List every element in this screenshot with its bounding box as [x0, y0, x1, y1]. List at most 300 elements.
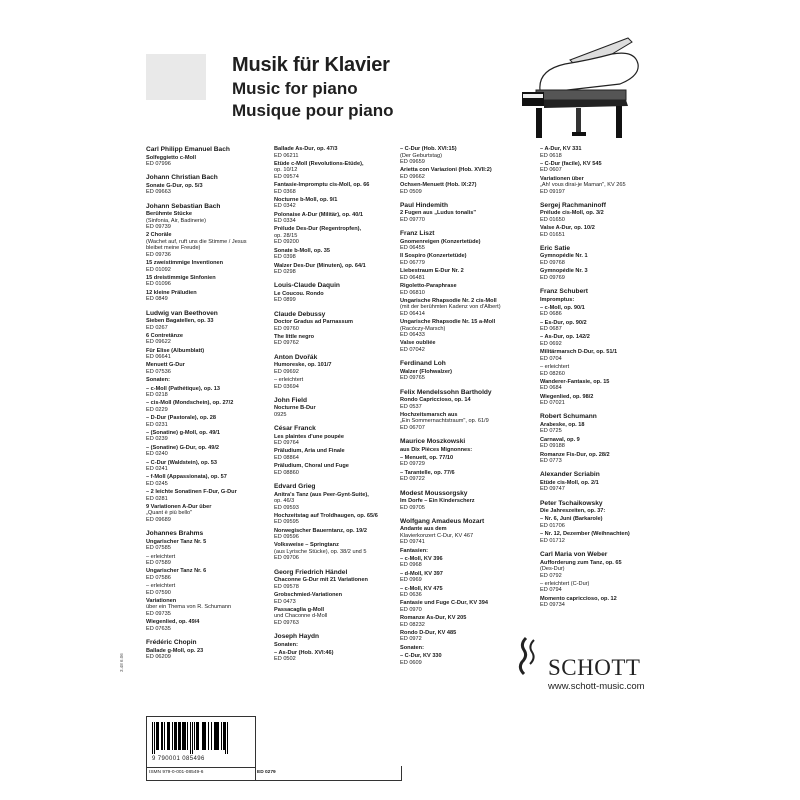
work-title: – erleichtert: [540, 364, 570, 371]
catalog-entry: [400, 369, 508, 382]
work-title: Etüde c-Moll (Revolutions-Etüde),: [274, 160, 364, 167]
catalog-entry: [540, 320, 660, 333]
work-title: – C-Dur, KV 330: [400, 653, 442, 660]
edition-number: ED 09662: [400, 173, 425, 180]
work-title: Gymnopédie Nr. 3: [540, 268, 588, 275]
composer-name: Johann Sebastian Bach: [146, 202, 221, 210]
catalog-entry: [400, 340, 508, 353]
edition-number: ED 0970: [400, 606, 422, 613]
edition-number: ED 0972: [400, 636, 422, 643]
ismn-row: [146, 766, 402, 781]
edition-number: ED 06779: [400, 259, 425, 266]
work-subtitle: (Racóczy-Marsch): [400, 325, 446, 332]
work-title: Ungarische Rhapsodie Nr. 15 a-Moll: [400, 319, 496, 326]
barcode-bar: [194, 722, 195, 750]
edition-number: ED 09765: [400, 375, 425, 382]
work-title: – Tarantelle, op. 77/6: [400, 469, 455, 476]
edition-number: ED 0334: [274, 218, 296, 225]
work-title: aus Dix Pièces Mignonnes:: [400, 446, 473, 453]
edition-number: ED 09197: [540, 188, 565, 195]
edition-number: ED 0636: [400, 592, 422, 599]
edition-number: ED 07586: [146, 574, 171, 581]
work-title: Präludium, Choral und Fuge: [274, 463, 349, 470]
work-title: Chaconne G-Dur mit 21 Variationen: [274, 577, 368, 584]
catalog-entry: [146, 445, 264, 458]
work-title: 2 Choräle: [146, 232, 172, 239]
work-title: Nocturne b-Moll, op. 9/1: [274, 196, 338, 203]
barcode-bar: [167, 722, 169, 750]
composer-name: Robert Schumann: [540, 413, 597, 421]
work-title: Rondo D-Dur, KV 485: [400, 629, 457, 636]
edition-number: ED 0229: [146, 406, 168, 413]
side-code: 3.48 6.06: [119, 653, 124, 672]
work-subtitle: (aus Lyrische Stücke), op. 38/2 und 5: [274, 548, 367, 555]
catalog-column-4: [540, 146, 660, 615]
composer-name: Carl Maria von Weber: [540, 551, 608, 559]
catalog-entry: [400, 283, 508, 296]
catalog-entry: [274, 226, 386, 246]
work-title: Gnomenreigen (Konzertetüde): [400, 238, 481, 245]
catalog-entry: [540, 394, 660, 407]
work-title: Valse A-Dur, op. 10/2: [540, 225, 595, 232]
barcode-bar: [184, 722, 186, 750]
catalog-entry: [274, 291, 386, 304]
catalog-entry: [146, 583, 264, 596]
work-subtitle: „Ein Sommernachtstraum", op. 61/9: [400, 418, 489, 425]
work-title: Menuett G-Dur: [146, 362, 185, 369]
work-title: – 2 leichte Sonatinen F-Dur, G-Dur: [146, 489, 237, 496]
edition-number: ED 0773: [540, 458, 562, 465]
edition-number: ED 0686: [540, 311, 562, 318]
edition-number: ED 0725: [540, 428, 562, 435]
work-title: – C-Dur (facile), KV 545: [540, 160, 602, 167]
edition-number: 0925: [274, 411, 287, 418]
work-subtitle: (Sinfonia, Air, Badinerie): [146, 217, 207, 224]
edition-number: ED 01651: [540, 231, 565, 238]
edition-number: ED 09763: [274, 619, 299, 626]
composer-name: Peter Tschaikowsky: [540, 499, 603, 507]
composer-name: Anton Dvořák: [274, 353, 318, 361]
edition-number: ED 0231: [146, 421, 168, 428]
work-title: – As-Dur (Hob. XVI:46): [274, 649, 334, 656]
catalog-entry: [274, 161, 386, 181]
work-subtitle: op. 10/12: [274, 167, 298, 174]
composer-name: Paul Hindemith: [400, 201, 448, 209]
work-title: Im Dorfe – Ein Kinderscherz: [400, 498, 475, 505]
catalog-entry: [274, 592, 386, 605]
composer-name: César Franck: [274, 425, 316, 433]
edition-number: ED 0281: [146, 495, 168, 502]
catalog-entry: [540, 210, 660, 223]
catalog-entry: [146, 275, 264, 288]
catalog-entry: [146, 260, 264, 273]
catalog-entry: [540, 305, 660, 318]
work-title: – c-Moll, KV 396: [400, 555, 443, 562]
barcode-bar: [211, 722, 212, 750]
catalog-entry: [274, 607, 386, 627]
work-title: Für Elise (Albumblatt): [146, 347, 205, 354]
edition-number: ED 09762: [274, 340, 299, 347]
barcode-bar: [204, 722, 206, 750]
work-title: Ochsen-Menuett (Hob. IX:27): [400, 182, 477, 189]
catalog-entry: [540, 437, 660, 450]
catalog-entry: [146, 489, 264, 502]
barcode-bar: [172, 722, 173, 750]
group-spacer: [400, 668, 508, 673]
catalog-entry: [146, 648, 264, 661]
catalog-entry: [540, 253, 660, 266]
edition-number: ED 0279: [257, 770, 276, 775]
edition-number: ED 0473: [274, 598, 296, 605]
work-subtitle: (Der Geburtstag): [400, 152, 442, 159]
edition-number: ED 0239: [146, 436, 168, 443]
catalog-entry: [274, 528, 386, 541]
work-title: Militärmarsch D-Dur, op. 51/1: [540, 349, 618, 356]
work-title: – cis-Moll (Mondschein), op. 27/2: [146, 400, 234, 407]
edition-number: ED 09735: [146, 610, 171, 617]
catalog-entry: [540, 508, 660, 515]
barcode-bar: [154, 722, 155, 754]
edition-number: ED 01096: [146, 281, 171, 288]
catalog-entry: [274, 362, 386, 375]
barcode-bar: [192, 722, 193, 754]
catalog-entry: [400, 615, 508, 628]
work-title: Etüde cis-Moll, op. 2/1: [540, 479, 599, 486]
edition-number: ED 07021: [540, 400, 565, 407]
work-title: Gymnopédie Nr. 1: [540, 253, 588, 260]
work-subtitle: „Ah! vous dirai-je Maman", KV 265: [540, 182, 626, 189]
work-title: Sonaten:: [146, 377, 170, 384]
edition-number: ED 09764: [274, 440, 299, 447]
catalog-entry: [400, 586, 508, 599]
catalog-entry: [540, 422, 660, 435]
divider: [255, 766, 256, 780]
work-title: Prélude cis-Moll, op. 3/2: [540, 210, 604, 217]
barcode-bar: [182, 722, 184, 750]
edition-number: ED 0245: [146, 480, 168, 487]
work-title: Ungarischer Tanz Nr. 6: [146, 568, 207, 575]
barcode-bar: [225, 722, 226, 754]
catalog-entry: [146, 474, 264, 487]
catalog-entry: [274, 319, 386, 332]
edition-number: ED 07996: [146, 161, 171, 167]
barcode-bar: [161, 722, 163, 750]
catalog-entry: [146, 539, 264, 552]
catalog-entry: [146, 568, 264, 581]
work-title: Il Sospiro (Konzertetüde): [400, 253, 467, 260]
edition-number: ED 0704: [540, 355, 562, 362]
catalog-entry: [146, 619, 264, 632]
work-title: Grobschmied-Variationen: [274, 592, 343, 599]
composer-name: Maurice Moszkowski: [400, 438, 466, 446]
catalog-entry: [274, 577, 386, 590]
work-title: 12 kleine Präludien: [146, 289, 197, 296]
catalog-entry: [540, 516, 660, 529]
work-title: – Nr. 6, Juni (Barkarole): [540, 516, 603, 523]
catalog-entry: [540, 334, 660, 347]
barcode-bar: [169, 722, 170, 750]
work-title: Ballade As-Dur, op. 47/3: [274, 146, 338, 152]
composer-name: John Field: [274, 396, 307, 404]
edition-number: ED 03694: [274, 383, 299, 390]
edition-number: ED 0692: [540, 340, 562, 347]
edition-number: ED 08232: [400, 621, 425, 628]
work-title: Polonaise A-Dur (Militär), op. 40/1: [274, 211, 363, 218]
edition-number: ED 0684: [540, 385, 562, 392]
catalog-entry: [400, 653, 508, 666]
edition-number: ED 07635: [146, 625, 171, 632]
edition-number: ED 0969: [400, 577, 422, 584]
edition-number: ED 09760: [274, 325, 299, 332]
composer-name: Franz Liszt: [400, 230, 435, 238]
work-title: – A-Dur, KV 331: [540, 146, 582, 152]
edition-number: ED 09729: [400, 461, 425, 468]
barcode-bar: [158, 722, 159, 750]
composer-name: Ludwig van Beethoven: [146, 309, 218, 317]
catalog-entry: [274, 463, 386, 476]
work-title: Arietta con Variazioni (Hob. XVII:2): [400, 167, 492, 174]
work-title: Romanze Fis-Dur, op. 28/2: [540, 451, 610, 458]
edition-number: ED 01650: [540, 216, 565, 223]
catalog-entry: [400, 498, 508, 511]
work-title: Momento capriccioso, op. 12: [540, 595, 617, 602]
edition-number: ED 0607: [540, 167, 562, 174]
catalog-entry: [146, 400, 264, 413]
work-title: Fantasie-Impromptu cis-Moll, op. 66: [274, 182, 370, 189]
composer-name: Johannes Brahms: [146, 530, 204, 538]
edition-number: ED 09769: [540, 274, 565, 281]
group-spacer: [274, 665, 386, 670]
edition-number: ED 0794: [540, 587, 562, 594]
work-title: Anitra's Tanz (aus Peer-Gynt-Suite),: [274, 491, 369, 498]
edition-number: ED 01712: [540, 537, 565, 544]
edition-number: ED 01092: [146, 266, 171, 273]
work-title: Sonaten:: [274, 641, 298, 648]
catalog-entry: [146, 155, 264, 168]
barcode-bar: [218, 722, 219, 750]
work-title: – Menuett, op. 77/10: [400, 454, 454, 461]
work-title: Wiegenlied, op. 98/2: [540, 393, 594, 400]
edition-number: ED 0241: [146, 466, 168, 473]
edition-number: ED 0618: [540, 152, 562, 159]
edition-number: ED 09739: [146, 224, 171, 231]
work-title: Liebestraum E-Dur Nr. 2: [400, 268, 464, 275]
edition-number: ED 09747: [540, 486, 565, 493]
barcode-bar: [152, 722, 153, 754]
edition-number: ED 07589: [146, 560, 171, 567]
catalog-entry: [540, 596, 660, 609]
catalog-column-1: [146, 146, 264, 667]
work-title: Variationen über: [540, 175, 584, 182]
composer-name: Edvard Grieg: [274, 483, 316, 491]
title-french: Musique pour piano: [232, 101, 394, 120]
work-title: 9 Variationen A-Dur über: [146, 503, 212, 510]
work-title: – erleichtert (C-Dur): [540, 580, 590, 587]
edition-number: ED 06414: [400, 310, 425, 317]
edition-number: ED 0537: [400, 403, 422, 410]
edition-number: ED 01706: [540, 522, 565, 529]
edition-number: ED 0267: [146, 324, 168, 331]
work-title: Solfeggietto c-Moll: [146, 154, 197, 161]
work-title: 15 zweistimmige Inventionen: [146, 260, 224, 267]
barcode-bar: [196, 722, 198, 750]
barcode-bar: [190, 722, 191, 754]
work-title: – C-Dur (Waldstein), op. 53: [146, 459, 217, 466]
barcode-bar: [176, 722, 177, 750]
catalog-entry: [274, 405, 386, 418]
catalog-entry: [146, 460, 264, 473]
work-title: Volksweise – Springtanz: [274, 542, 339, 549]
work-title: – f-Moll (Appassionata), op. 57: [146, 474, 227, 481]
edition-number: ED 09705: [400, 504, 425, 511]
catalog-entry: [400, 548, 508, 555]
title-english: Music for piano: [232, 79, 358, 98]
barcode-bar: [208, 722, 209, 750]
edition-number: ED 07590: [146, 589, 171, 596]
composer-name: Claude Debussy: [274, 310, 326, 318]
group-spacer: [540, 610, 660, 615]
publisher-url[interactable]: www.schott-music.com: [548, 681, 645, 692]
edition-number: ED 07042: [400, 346, 425, 353]
catalog-entry: [540, 581, 660, 594]
catalog-entry: [400, 571, 508, 584]
composer-name: Wolfgang Amadeus Mozart: [400, 517, 485, 525]
edition-number: ED 06433: [400, 332, 425, 339]
work-title: Le Coucou. Rondo: [274, 290, 324, 297]
work-title: Passacaglia g-Moll: [274, 606, 325, 613]
work-title: – erleichtert: [146, 583, 176, 590]
barcode-icon: [152, 722, 247, 754]
work-title: Sonaten:: [400, 644, 424, 651]
catalog-entry: [146, 232, 264, 258]
edition-number: ED 06209: [146, 654, 171, 661]
edition-number: ED 09706: [274, 555, 299, 562]
catalog-entry: [540, 146, 660, 159]
work-title: – (Sonatine) g-Moll, op. 49/1: [146, 429, 220, 436]
edition-number: ED 09622: [146, 339, 171, 346]
work-title: – c-Moll, KV 475: [400, 585, 443, 592]
work-title: Valse oubliée: [400, 340, 436, 347]
grand-piano-illustration: [520, 30, 650, 145]
work-title: – Es-Dur, op. 90/2: [540, 319, 587, 326]
catalog-entry: [274, 448, 386, 461]
work-title: – d-Moll, KV 397: [400, 570, 443, 577]
work-title: Hochzeitstag auf Troldhaugen, op. 65/6: [274, 512, 378, 519]
barcode-bar: [180, 722, 181, 750]
catalog-entry: [400, 556, 508, 569]
catalog-entry: [274, 182, 386, 195]
catalog-entry: [274, 248, 386, 261]
work-title: – D-Dur (Pastorale), op. 28: [146, 415, 216, 422]
work-title: Carnaval, op. 9: [540, 436, 580, 443]
catalog-entry: [400, 470, 508, 483]
edition-number: ED 0398: [274, 254, 296, 261]
work-title: Wiegenlied, op. 49/4: [146, 619, 200, 626]
catalog-entry: [400, 210, 508, 223]
image-placeholder: [146, 54, 206, 100]
catalog-column-2: [274, 146, 386, 670]
composer-name: Louis-Claude Daquin: [274, 282, 340, 290]
ismn-text: ISMN 979-0-001-08549-6: [149, 770, 204, 775]
catalog-entry: [400, 645, 508, 652]
work-title: Humoreske, op. 101/7: [274, 362, 332, 369]
edition-number: ED 09593: [274, 504, 299, 511]
catalog-entry: [400, 239, 508, 252]
catalog-entry: [274, 334, 386, 347]
edition-number: ED 0687: [540, 326, 562, 333]
catalog-entry: [540, 297, 660, 304]
edition-number: ED 09595: [274, 519, 299, 526]
group-spacer: [146, 662, 264, 667]
catalog-entry: [400, 167, 508, 180]
catalog-entry: [540, 480, 660, 493]
composer-name: Eric Satie: [540, 244, 571, 252]
work-title: – c-Moll (Pathétique), op. 13: [146, 385, 220, 392]
edition-number: ED 0968: [400, 562, 422, 569]
edition-number: ED 06211: [274, 152, 299, 159]
work-title: Sieben Bagatellen, op. 33: [146, 318, 214, 325]
composer-name: Johann Christian Bach: [146, 174, 218, 182]
catalog-entry: [146, 386, 264, 399]
work-subtitle: und Chaconne d-Moll: [274, 613, 328, 620]
catalog-entry: [274, 146, 386, 159]
catalog-entry: [274, 542, 386, 562]
catalog-entry: [146, 415, 264, 428]
edition-number: ED 09692: [274, 368, 299, 375]
catalog-entry: [274, 650, 386, 663]
work-title: Aufforderung zum Tanz, op. 65: [540, 559, 622, 566]
catalog-entry: [274, 513, 386, 526]
catalog-entry: [400, 182, 508, 195]
work-title: Arabeske, op. 18: [540, 421, 585, 428]
composer-name: Joseph Haydn: [274, 633, 320, 641]
work-title: Norwegischer Bauerntanz, op. 19/2: [274, 527, 367, 534]
catalog-entry: [540, 349, 660, 362]
catalog-entry: [540, 268, 660, 281]
catalog-entry: [146, 377, 264, 384]
work-title: Andante aus dem: [400, 526, 447, 533]
catalog-entry: [146, 430, 264, 443]
composer-name: Georg Friedrich Händel: [274, 568, 348, 576]
catalog-entry: [274, 197, 386, 210]
composer-name: Alexander Scriabin: [540, 471, 600, 479]
catalog-entry: [274, 377, 386, 390]
page-title-block: [232, 52, 394, 122]
work-subtitle: op. 28/15: [274, 232, 298, 239]
edition-number: ED 0218: [146, 392, 168, 399]
barcode-bar: [178, 722, 180, 750]
work-title: – erleichtert: [274, 377, 304, 384]
composer-name: Carl Philipp Emanuel Bach: [146, 146, 230, 153]
work-subtitle: (Wachet auf, ruft uns die Stimme / Jesus bleibet meine Freude): [146, 238, 247, 252]
work-title: The little negro: [274, 333, 315, 340]
catalog-entry: [540, 531, 660, 544]
barcode-bar: [187, 722, 188, 750]
catalog-entry: [146, 333, 264, 346]
edition-number: ED 0368: [274, 188, 296, 195]
edition-number: ED 09722: [400, 476, 425, 483]
work-title: Berühmte Stücke: [146, 211, 193, 218]
barcode-bar: [223, 722, 225, 750]
catalog-entry: [400, 526, 508, 546]
catalog-entry: [274, 263, 386, 276]
edition-number: ED 08860: [274, 469, 299, 476]
edition-number: ED 0849: [146, 296, 168, 303]
catalog-entry: [400, 298, 508, 318]
catalog-entry: [274, 492, 386, 512]
catalog-entry: [540, 225, 660, 238]
catalog-entry: [400, 253, 508, 266]
